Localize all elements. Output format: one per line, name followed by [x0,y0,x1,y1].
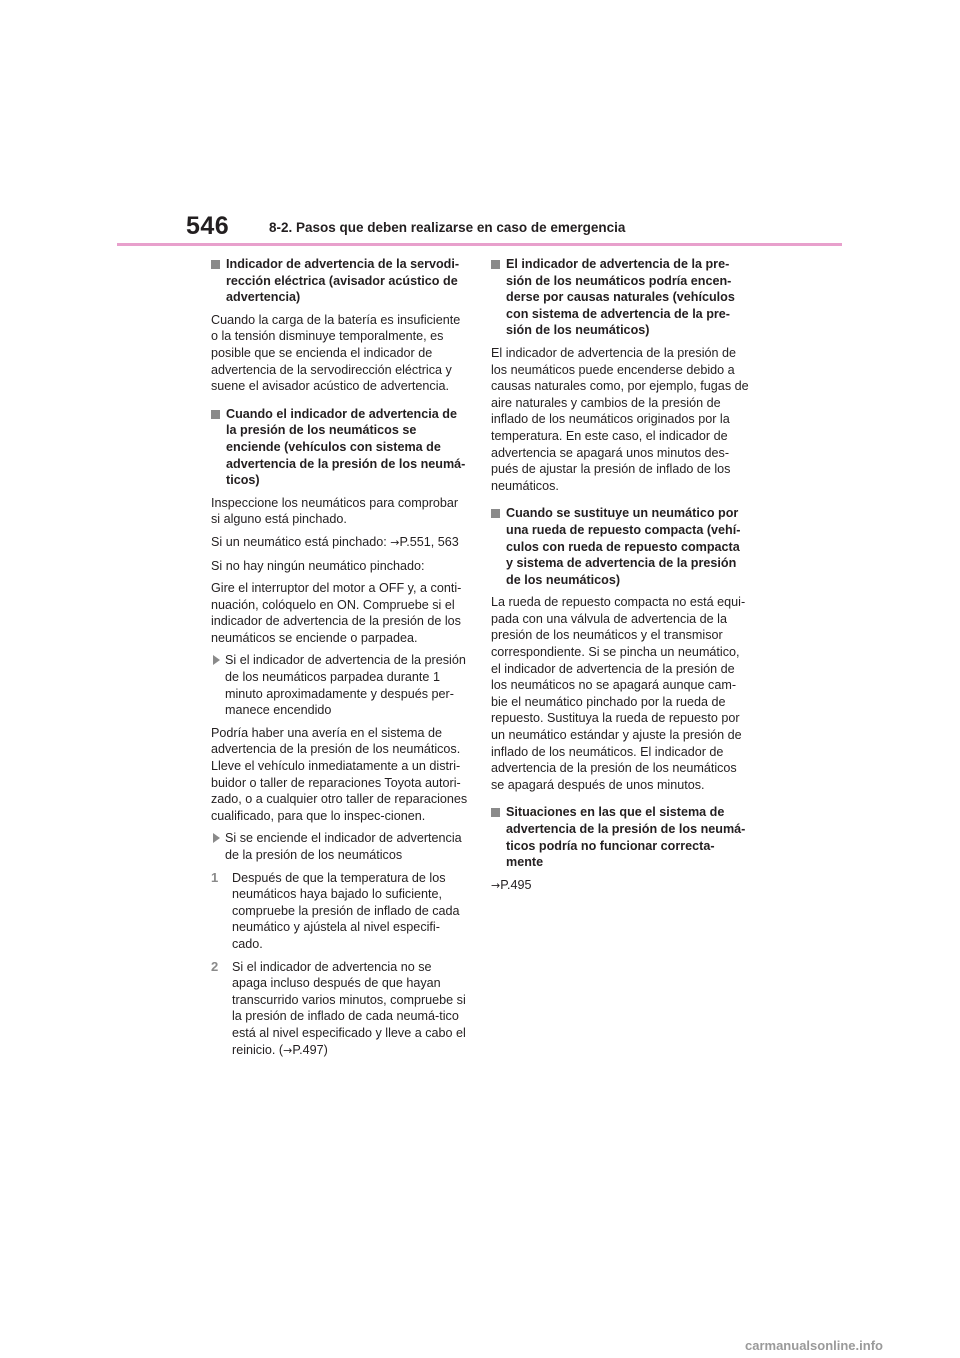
step-1 [211,870,469,953]
left-column [211,256,469,1065]
heading-text: Situaciones en las que el sistema de advertencia de la presión de los neumá-ticos podría no funcionar correcta-mente [506,805,746,870]
paragraph: Inspeccione los neumáticos para comprobar si alguno está pinchado. [211,495,459,527]
heading-system-malfunction [491,804,749,870]
square-bullet-icon [211,260,220,269]
paragraph: Cuando la carga de la batería es insuficiente o la tensión disminuye temporalmente, es posible que se encienda el indicador de advertencia de la servodirección eléctrica y suene el avisador acústico de advertencia. [211,312,461,394]
subheading-lit [211,830,469,863]
subheading-text: Si se enciende el indicador de advertencia de la presión de los neumáticos [225,831,462,862]
subheading-text: Si el indicador de advertencia de la presión de los neumáticos parpadea durante 1 minuto aproximadamente y después per-manece encendido [225,653,466,718]
square-bullet-icon [491,808,500,817]
header-divider [117,243,842,246]
square-bullet-icon [491,509,500,518]
page-reference[interactable]: P.495 [500,877,532,892]
step-text: Después de que la temperatura de los neumáticos haya bajado lo suficiente, compruebe la presión de inflado de cada neumático y ajústela al nivel especifi-cado. [232,870,460,951]
subheading-blinking [211,652,469,718]
step-2 [211,959,469,1060]
paragraph: El indicador de advertencia de la presión de los neumáticos puede encenderse debido a causas naturales como, por ejemplo, fugas de aire naturales y cambios de la presión de inflado de los neumáticos originados por la temperatura. En este caso, el indicador de advertencia se apagará unos minutos des-pués de ajustar la presión de inflado de los neumáticos. [491,345,749,493]
square-bullet-icon [491,260,500,269]
page-reference[interactable]: P.551, 563 [399,534,459,549]
paragraph: Gire el interruptor del motor a OFF y, a conti-nuación, colóquelo en ON. Compruebe si el indicador de advertencia de la presión de los neumáticos se enciende o parpadea. [211,581,462,645]
arrow-icon: → [283,1043,293,1057]
heading-text: Cuando el indicador de advertencia de la presión de los neumáticos se enciende (vehículos con sistema de advertencia de la presión de los neumá-ticos) [226,406,466,488]
page-number: 546 [186,212,230,240]
heading-tire-pressure-warning-on [211,406,469,489]
paragraph-flat-tire-ref: Si un neumático está pinchado: →P.551, 563 [211,534,459,549]
triangle-bullet-icon [213,833,220,843]
heading-natural-causes [491,256,749,339]
step-text: Si el indicador de advertencia no se apaga incluso después de que hayan transcurrido varios minutos, compruebe si la presión de inflado de cada neumá-tico está al nivel especificado y lleve a cabo el reinicio. (→P.497) [232,959,466,1057]
watermark-logo: carmanualsonline.info [745,1338,883,1353]
paragraph: La rueda de repuesto compacta no está equi-pada con una válvula de advertencia de la presión de los neumáticos y el transmisor correspondiente. Si se pincha un neumático, el indicador de advertencia de la presión de los neumáticos no se apagará aunque cam-bie el neumático pinchado por la rueda de repuesto. Sustituya la rueda de repuesto por un neumático estándar y ajuste la presión de inflado de los neumáticos. El indicador de advertencia de la presión de los neumáticos se apagará después de unos minutos. [491,595,746,792]
heading-text: Indicador de advertencia de la servodi-rección eléctrica (avisador acústico de advertencia) [226,257,460,305]
step-number: 1 [211,869,219,885]
heading-compact-spare [491,505,749,588]
heading-text: Cuando se sustituye un neumático por una rueda de repuesto compacta (vehí-culos con rueda de repuesto compacta y sistema de advertencia de la presión de los neumáticos) [506,506,741,587]
arrow-icon: → [390,535,400,549]
arrow-icon: → [491,878,501,892]
paragraph: Si no hay ningún neumático pinchado: [211,558,425,573]
heading-power-steering-warning [211,256,469,306]
paragraph: Podría haber una avería en el sistema de advertencia de la presión de los neumáticos. Lleve el vehículo inmediatamente a un distri-buidor o taller de reparaciones Toyota autori-zado, o a cualquier otro taller de reparaciones cualificado, para que lo inspec-cionen. [211,725,468,823]
section-title: 8-2. Pasos que deben realizarse en caso de emergencia [269,220,626,235]
page-reference[interactable]: P.497) [292,1042,328,1057]
square-bullet-icon [211,410,220,419]
heading-text: El indicador de advertencia de la pre-sión de los neumáticos podría encen-derse por causas naturales (vehículos con sistema de advertencia de la pre-sión de los neumáticos) [506,257,735,338]
triangle-bullet-icon [213,655,220,665]
step-number: 2 [211,958,219,974]
paragraph-ref [491,877,749,895]
right-column [491,256,749,900]
